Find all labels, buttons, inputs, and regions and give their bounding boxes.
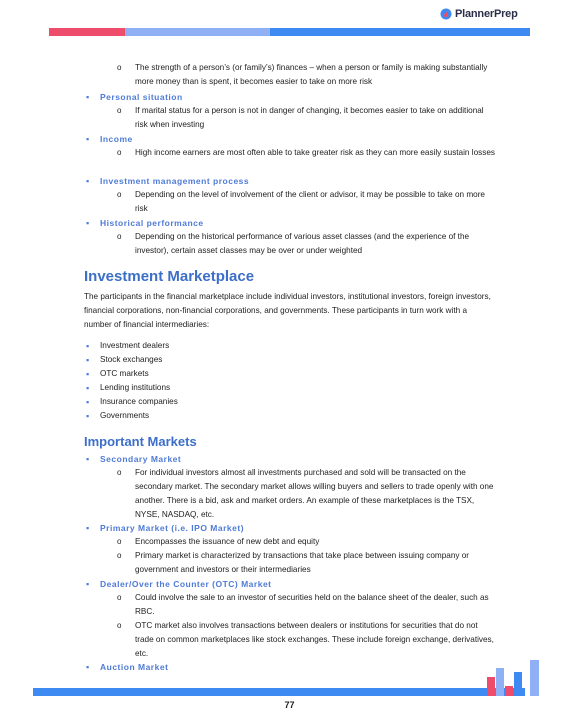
list-item: ▪ Investment dealers — [86, 341, 170, 351]
footer-chart-bar — [514, 672, 522, 696]
footer-bar — [33, 688, 525, 696]
header-bar-pink — [49, 28, 125, 36]
sub-bullet-icon: o — [117, 537, 122, 546]
header-bar-light-blue — [125, 28, 270, 36]
factor-title: ▪ Income — [86, 134, 133, 144]
logo-mark-icon — [440, 8, 452, 20]
sub-bullet-icon: o — [117, 593, 122, 602]
sub-bullet-icon: o — [117, 232, 122, 241]
bullet-icon: ▪ — [86, 134, 90, 144]
list-item: ▪ Insurance companies — [86, 397, 178, 407]
bullet-icon: ▪ — [86, 92, 90, 102]
bullet-icon: ▪ — [86, 411, 90, 421]
bullet-icon: ▪ — [86, 454, 90, 464]
market-title: ▪ Auction Market — [86, 662, 169, 672]
bullet-icon: ▪ — [86, 341, 90, 351]
section-heading: Investment Marketplace — [84, 268, 255, 285]
factor-detail: o High income earners are most often able to take greater risk as they can more easily sustain losses — [135, 146, 495, 160]
bullet-icon: ▪ — [86, 397, 90, 407]
list-item: ▪ OTC markets — [86, 369, 149, 379]
factor-title: ▪ Historical performance — [86, 218, 204, 228]
footer-chart-bar — [505, 686, 513, 696]
sub-bullet-icon: o — [117, 190, 122, 199]
section-heading: Important Markets — [84, 434, 197, 449]
market-title: ▪ Dealer/Over the Counter (OTC) Market — [86, 579, 272, 589]
factor-detail: o The strength of a person’s (or family’s) finances – when a person or family is making substantially more money than is spent, it becomes easier to take on more risk — [117, 63, 488, 86]
bullet-icon: ▪ — [86, 662, 90, 672]
market-title: ▪ Secondary Market — [86, 454, 182, 464]
bullet-icon: ▪ — [86, 383, 90, 393]
list-item: ▪ Lending institutions — [86, 383, 171, 393]
sub-bullet-icon: o — [117, 621, 122, 630]
bullet-icon: ▪ — [86, 176, 90, 186]
market-detail: o For individual investors almost all investments purchased and sold will be transacted on the secondary market. The secondary market allows willing buyers and sellers to trade openly with one another. There is a bid, ask and market orders. An example of these marketplaces is the TSX, NYSE, NASDAQ, etc. — [117, 468, 494, 519]
factor-title: ▪ Investment management process — [86, 176, 250, 186]
market-detail: o Could involve the sale to an investor of securities held on the balance sheet of the dealer, such as RBC. — [117, 593, 489, 616]
header-bar-blue — [270, 28, 530, 36]
section-intro: The participants in the financial marketplace include individual investors, institutional investors, foreign investors, financial corporations, non-financial corporations, and governments. These participants in turn work with a number of financial intermediaries: — [84, 292, 491, 329]
bullet-icon: ▪ — [86, 369, 90, 379]
bullet-icon: ▪ — [86, 523, 90, 533]
page-number: 77 — [284, 700, 295, 710]
sub-bullet-icon: o — [117, 148, 122, 157]
market-detail: o Primary market is characterized by transactions that take place between issuing company or government and investors or their intermediaries — [117, 551, 470, 574]
factor-detail: o If marital status for a person is not in danger of changing, it becomes easier to take on additional risk when investing — [117, 106, 484, 129]
bullet-icon: ▪ — [86, 579, 90, 589]
bullet-icon: ▪ — [86, 218, 90, 228]
sub-bullet-icon: o — [117, 63, 122, 72]
market-detail: o OTC market also involves transactions between dealers or institutions for securities that do not trade on common marketplaces like stock exchanges. These include foreign exchange, derivatives, etc. — [117, 621, 494, 658]
footer-chart-bar — [487, 677, 495, 696]
factor-title: ▪ Personal situation — [86, 92, 183, 102]
market-title: ▪ Primary Market (i.e. IPO Market) — [86, 523, 245, 533]
factor-detail: o Depending on the historical performance of various asset classes (and the experience of the investor), certain asset classes may be over or under weighted — [117, 232, 470, 255]
factor-detail: o Depending on the level of involvement of the client or advisor, it may be possible to take on more risk — [117, 190, 485, 213]
bullet-icon: ▪ — [86, 355, 90, 365]
logo-text: PlannerPrep — [455, 8, 518, 20]
list-item: ▪ Stock exchanges — [86, 355, 163, 365]
sub-bullet-icon: o — [117, 468, 122, 477]
sub-bullet-icon: o — [117, 106, 122, 115]
market-detail: o Encompasses the issuance of new debt and equity — [135, 535, 495, 549]
footer-chart-bar — [530, 660, 539, 696]
sub-bullet-icon: o — [117, 551, 122, 560]
plannerprep-logo — [440, 8, 518, 20]
list-item: ▪ Governments — [86, 411, 150, 421]
footer-chart-bar — [496, 668, 504, 696]
